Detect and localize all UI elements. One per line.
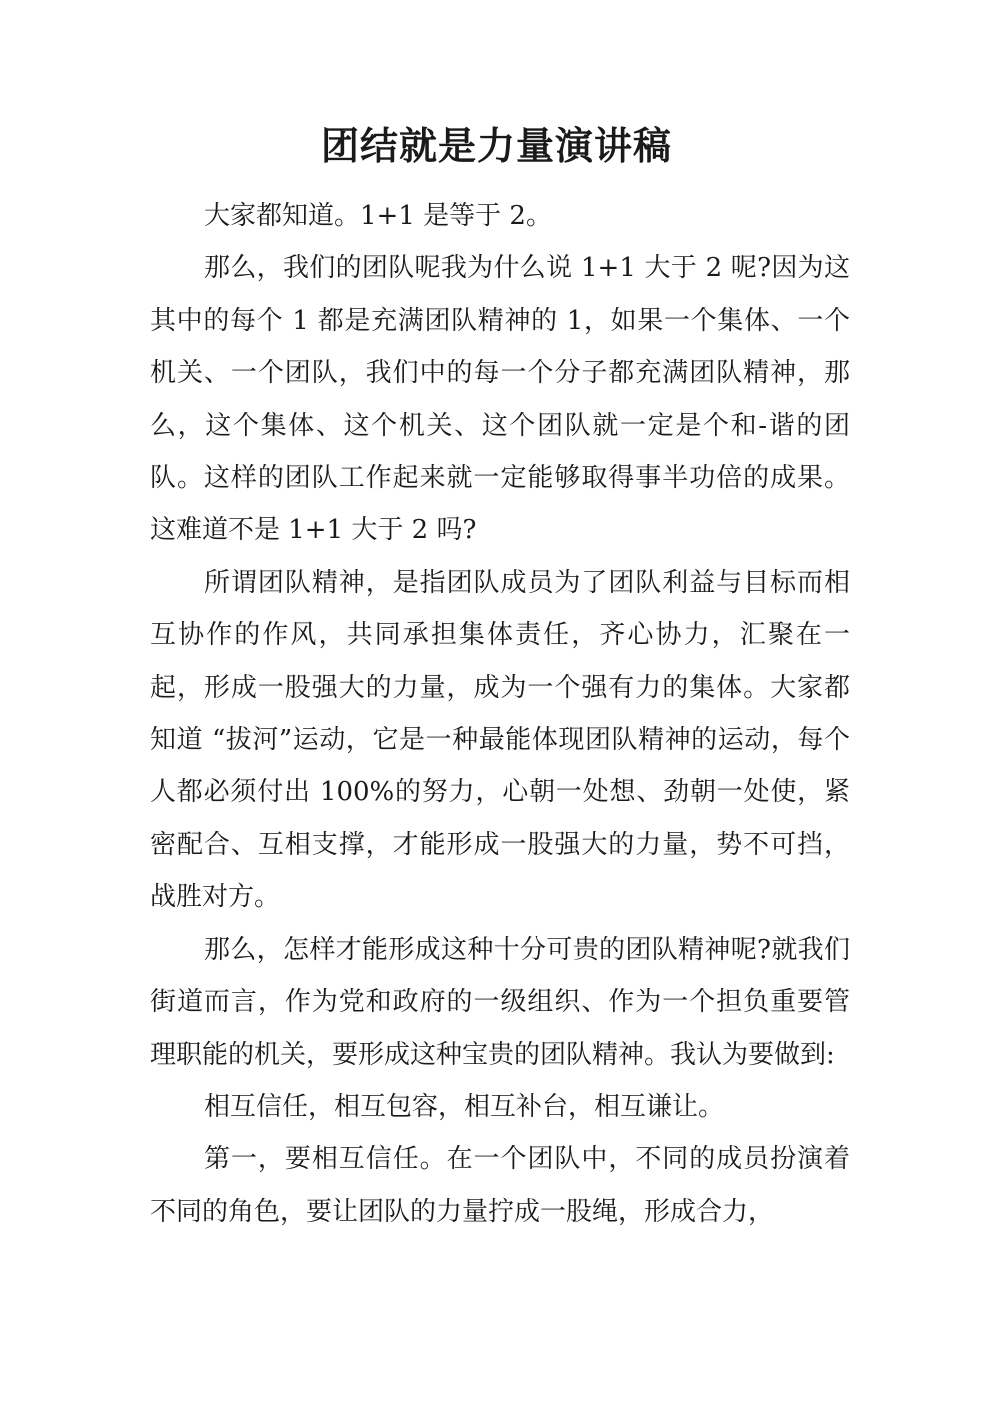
paragraph-four-principles: 相互信任，相互包容，相互补台，相互谦让。	[204, 1091, 725, 1122]
paragraph-first-trust: 第一，要相互信任。在一个团队中，不同的成员扮演着不同的角色，要让团队的力量拧成一股绳，形成合力，	[150, 1144, 850, 1227]
paragraph-intro: 大家都知道。1+1 是等于 2。	[204, 201, 552, 231]
paragraph-team-reason: 那么，我们的团队呢我为什么说 1+1 大于 2 呢?因为这其中的每个 1 都是充满团队精神的 1，如果一个集体、一个机关、一个团队，我们中的每一个分子都充满团队精神，那么，这个集体、这个机关、这个团队就一定是个和-谐的团队。这样的团队工作起来就一定能够取得事半功倍的成果。这难道不是 1+1 大于 2 吗?	[150, 253, 850, 546]
document-title: 团结就是力量演讲稿	[320, 123, 672, 168]
paragraph-team-spirit: 所谓团队精神，是指团队成员为了团队利益与目标而相互协作的作风，共同承担集体责任，齐心协力，汇聚在一起，形成一股强大的力量，成为一个强有力的集体。大家都知道 “拔河”运动，它是一种最能体现团队精神的运动，每个人都必须付出 100%的努力，心朝一处想、劲朝一处使，紧密配合、互相支撑，才能形成一股强大的力量，势不可挡，战胜对方。	[150, 567, 850, 913]
document-body	[150, 190, 850, 1238]
paragraph-how-to: 那么，怎样才能形成这种十分可贵的团队精神呢?就我们街道而言，作为党和政府的一级组织、作为一个担负重要管理职能的机关，要形成这种宝贵的团队精神。我认为要做到:	[150, 934, 850, 1070]
